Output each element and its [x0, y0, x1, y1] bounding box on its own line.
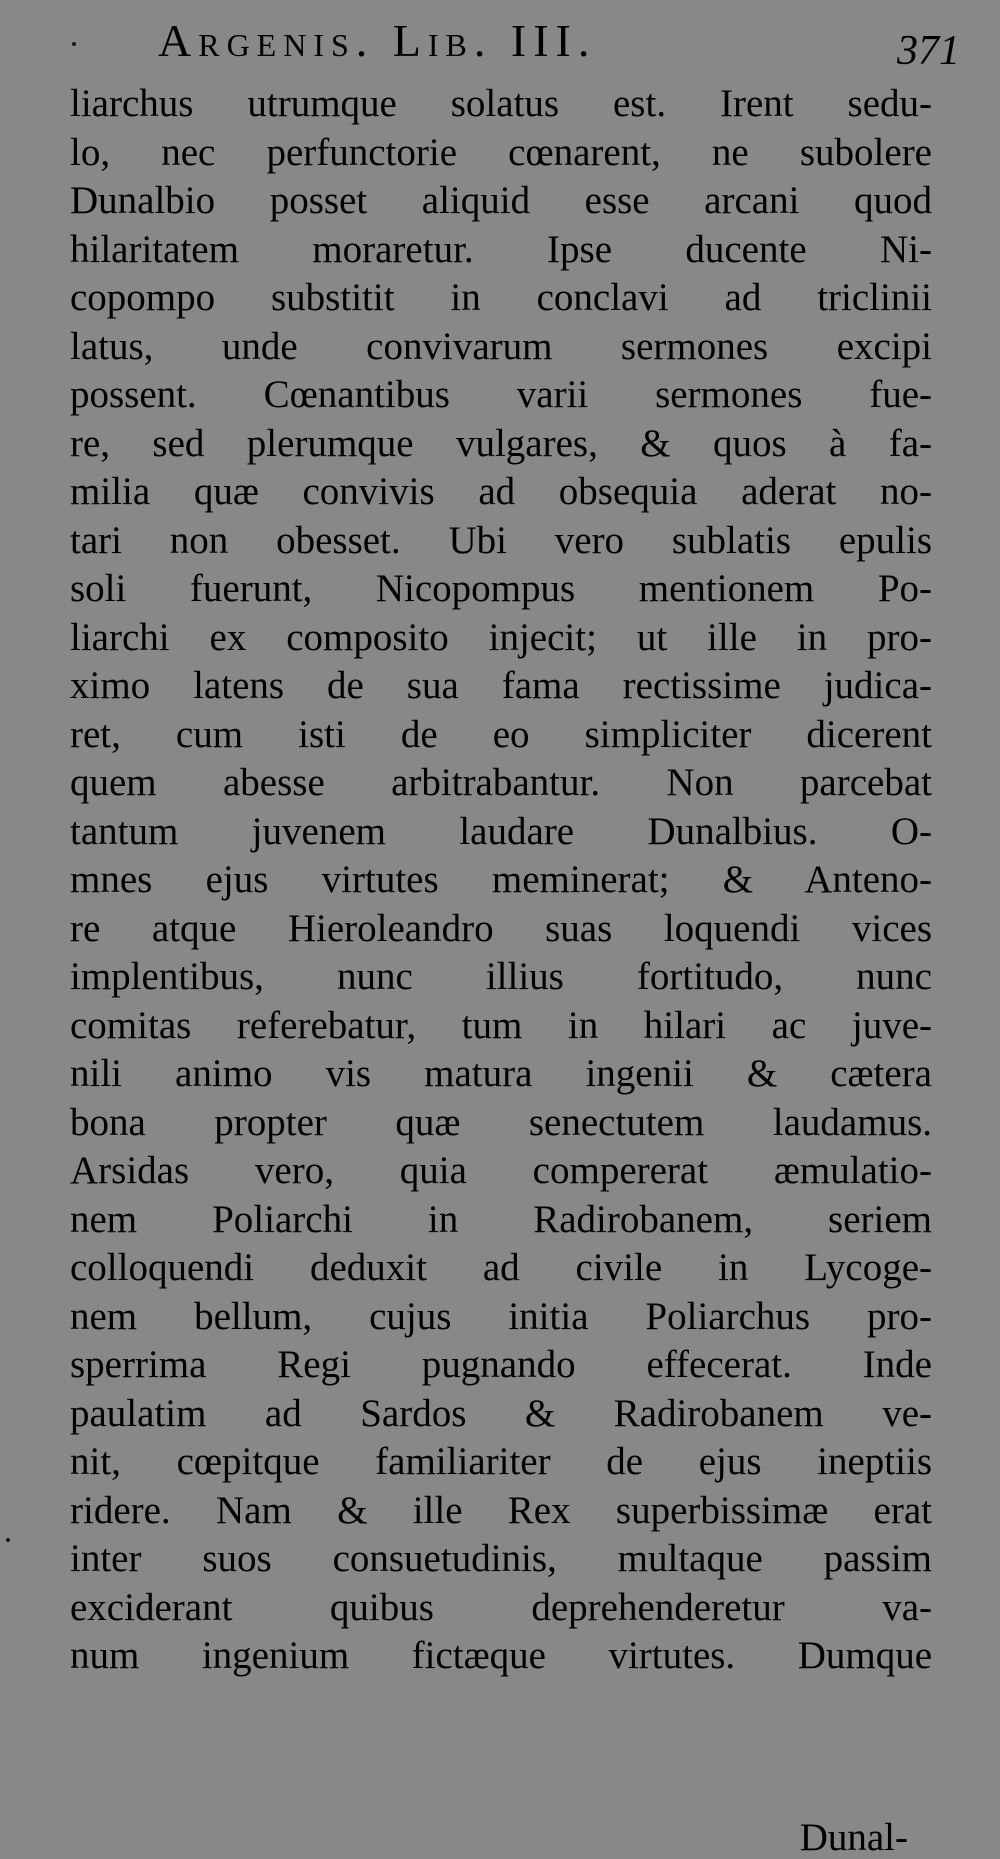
text-line: milia quæ convivis ad obsequia aderat no-	[70, 470, 932, 513]
catchword: Dunal-	[799, 1816, 908, 1859]
text-line: soli fuerunt, Nicopompus mentionem Po-	[70, 567, 932, 610]
text-line: ret, cum isti de eo simpliciter dicerent	[70, 712, 932, 756]
text-line: colloquendi deduxit ad civile in Lycoge-	[70, 1246, 932, 1289]
page-number: 371	[897, 28, 960, 74]
text-line: nili animo vis matura ingenii & cætera	[70, 1052, 932, 1095]
ink-speck	[72, 42, 76, 46]
text-line: liarchi ex composito injecit; ut ille in pro-	[70, 615, 932, 659]
text-line: comitas referebatur, tum in hilari ac juve-	[70, 1003, 932, 1047]
text-line: ximo latens de sua fama rectissime judica-	[70, 664, 932, 707]
text-line: possent. Cœnantibus varii sermones fue-	[70, 373, 932, 416]
text-line: paulatim ad Sardos & Radirobanem ve-	[70, 1391, 932, 1435]
ink-speck	[6, 1538, 10, 1542]
text-line: re, sed plerumque vulgares, & quos à fa-	[70, 421, 932, 465]
text-line: latus, unde convivarum sermones excipi	[70, 324, 932, 368]
text-line: re atque Hieroleandro suas loquendi vices	[70, 906, 932, 950]
text-line: nit, cœpitque familiariter de ejus ineptiis	[70, 1440, 932, 1483]
text-line: hilaritatem moraretur. Ipse ducente Ni-	[70, 227, 932, 271]
text-line: ridere. Nam & ille Rex superbissimæ erat	[70, 1488, 932, 1532]
text-line: implentibus, nunc illius fortitudo, nunc	[70, 955, 932, 998]
text-line: lo, nec perfunctorie cœnarent, ne subolere	[70, 130, 932, 174]
text-line: Dunalbio posset aliquid esse arcani quod	[70, 179, 932, 222]
text-line: sperrima Regi pugnando effecerat. Inde	[70, 1343, 932, 1386]
text-line: tari non obesset. Ubi vero sublatis epulis	[70, 518, 932, 562]
text-line: inter suos consuetudinis, multaque passim	[70, 1537, 932, 1580]
text-line: Arsidas vero, quia compererat æmulatio-	[70, 1149, 932, 1192]
body-text	[70, 80, 932, 1681]
text-line: nem bellum, cujus initia Poliarchus pro-	[70, 1294, 932, 1338]
text-line: liarchus utrumque solatus est. Irent sedu-	[70, 82, 932, 125]
page-header	[158, 6, 960, 76]
text-line: mnes ejus virtutes meminerat; & Anteno-	[70, 858, 932, 901]
text-line: quem abesse arbitrabantur. Non parcebat	[70, 761, 932, 804]
text-line: bona propter quæ senectutem laudamus.	[70, 1100, 932, 1144]
text-line: nem Poliarchi in Radirobanem, seriem	[70, 1197, 932, 1241]
text-line: copompo substitit in conclavi ad triclinii	[70, 276, 932, 319]
text-line: exciderant quibus deprehenderetur va-	[70, 1585, 932, 1629]
running-title: Argenis. Lib. III.	[158, 15, 597, 66]
text-line: num ingenium fictæque virtutes. Dumque	[70, 1634, 932, 1677]
text-line: tantum juvenem laudare Dunalbius. O-	[70, 809, 932, 853]
